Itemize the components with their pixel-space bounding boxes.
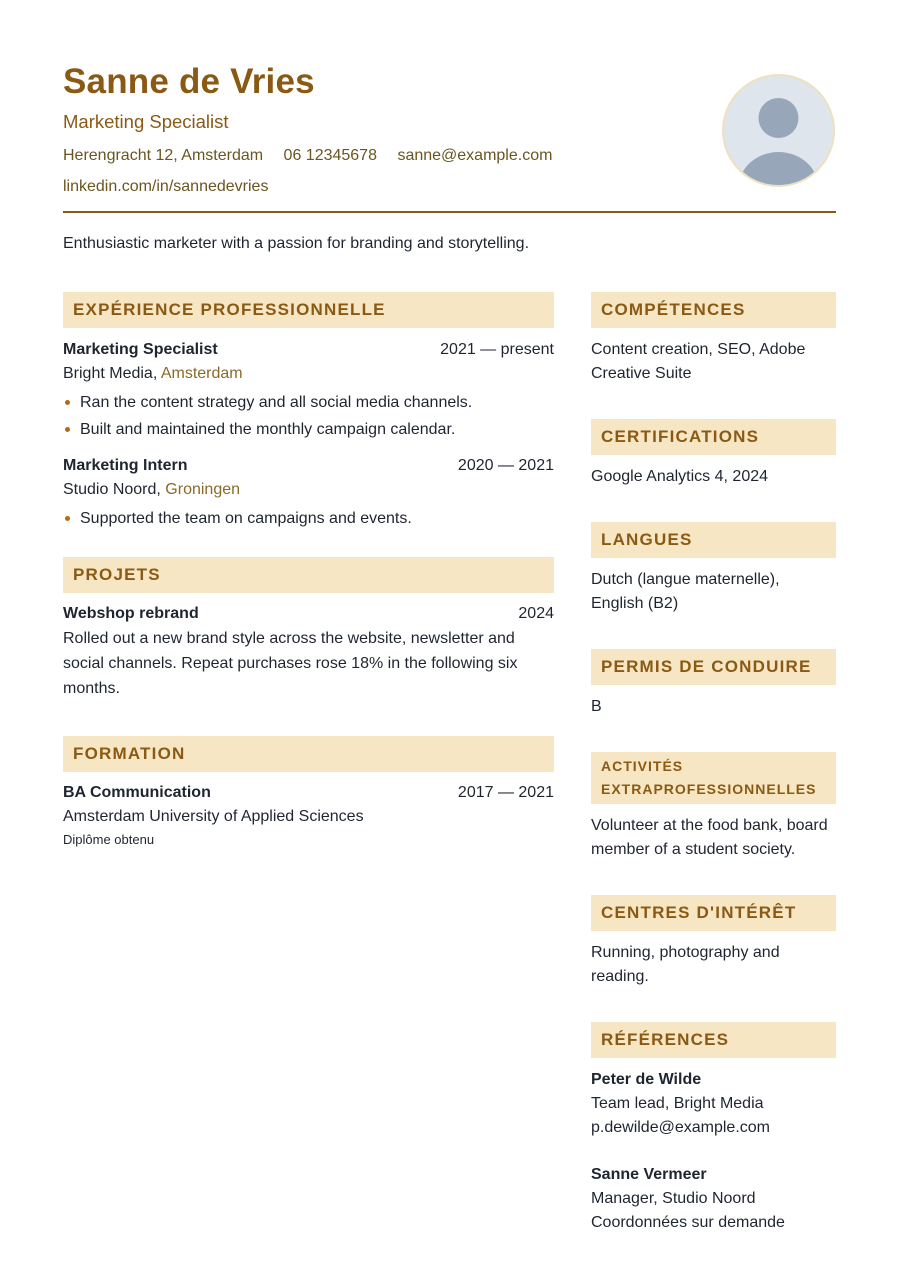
interests-heading: CENTRES D'INTÉRÊT — [591, 895, 836, 931]
linkedin-link[interactable]: linkedin.com/in/sannedevries — [63, 178, 269, 195]
dates: 2020 — 2021 — [457, 457, 554, 474]
project-name: Webshop rebrand — [63, 605, 199, 622]
header-divider — [63, 211, 836, 213]
education-entry — [63, 784, 554, 847]
dates: 2017 — 2021 — [457, 784, 554, 801]
email: sanne@example.com — [397, 147, 553, 164]
reference-role: Manager, Studio Noord — [591, 1190, 756, 1207]
location: Amsterdam — [160, 365, 243, 382]
reference-name: Peter de Wilde — [591, 1071, 702, 1088]
main-column — [63, 292, 554, 847]
project-year: 2024 — [518, 605, 554, 622]
bullet: Supported the team on campaigns and events. — [63, 509, 554, 528]
license-text: B — [591, 698, 602, 715]
reference-entry — [591, 1163, 836, 1235]
company: Studio Noord, — [63, 481, 161, 498]
job-title: Marketing Specialist — [63, 111, 229, 132]
sidebar-column — [591, 292, 836, 1235]
certifications-heading: CERTIFICATIONS — [591, 419, 836, 455]
education-heading: FORMATION — [63, 736, 554, 772]
activities-heading: ACTIVITÉS EXTRAPROFESSIONNELLES — [591, 752, 836, 804]
project-entry — [63, 605, 554, 701]
reference-entry — [591, 1068, 836, 1140]
interests-text: Running, photography and reading. — [591, 944, 780, 985]
references-heading: RÉFÉRENCES — [591, 1022, 836, 1058]
bullet: Built and maintained the monthly campaign calendar. — [63, 420, 554, 439]
license-heading: PERMIS DE CONDUIRE — [591, 649, 836, 685]
skills-text: Content creation, SEO, Adobe Creative Suite — [591, 341, 806, 382]
reference-role: Team lead, Bright Media — [591, 1095, 764, 1112]
summary: Enthusiastic marketer with a passion for branding and storytelling. — [63, 235, 530, 252]
certifications-text: Google Analytics 4, 2024 — [591, 468, 769, 485]
project-description: Rolled out a new brand style across the website, newsletter and social channels. Repeat purchases rose 18% in the following six months. — [63, 630, 518, 697]
dates: 2021 — present — [440, 341, 554, 358]
bullet: Ran the content strategy and all social media channels. — [63, 393, 554, 412]
reference-name: Sanne Vermeer — [591, 1166, 707, 1183]
languages-heading: LANGUES — [591, 522, 836, 558]
experience-entry — [63, 457, 554, 528]
degree-note: Diplôme obtenu — [63, 832, 155, 847]
activities-text: Volunteer at the food bank, board member of a student society. — [591, 817, 828, 858]
skills-heading: COMPÉTENCES — [591, 292, 836, 328]
phone: 06 12345678 — [283, 147, 377, 164]
degree: BA Communication — [63, 784, 211, 801]
role: Marketing Intern — [63, 457, 188, 474]
address: Herengracht 12, Amsterdam — [63, 147, 264, 164]
company: Bright Media, — [63, 365, 158, 382]
role: Marketing Specialist — [63, 341, 218, 358]
languages-text: Dutch (langue maternelle), English (B2) — [591, 571, 780, 612]
location: Groningen — [165, 481, 241, 498]
school: Amsterdam University of Applied Sciences — [63, 808, 364, 825]
reference-contact: Coordonnées sur demande — [591, 1214, 785, 1231]
avatar-placeholder-icon — [722, 74, 835, 187]
reference-contact: p.dewilde@example.com — [591, 1119, 770, 1136]
projects-heading: PROJETS — [63, 557, 554, 593]
experience-heading: EXPÉRIENCE PROFESSIONNELLE — [63, 292, 554, 328]
experience-entry — [63, 341, 554, 439]
contact-line — [63, 147, 568, 165]
candidate-name: Sanne de Vries — [63, 62, 315, 101]
